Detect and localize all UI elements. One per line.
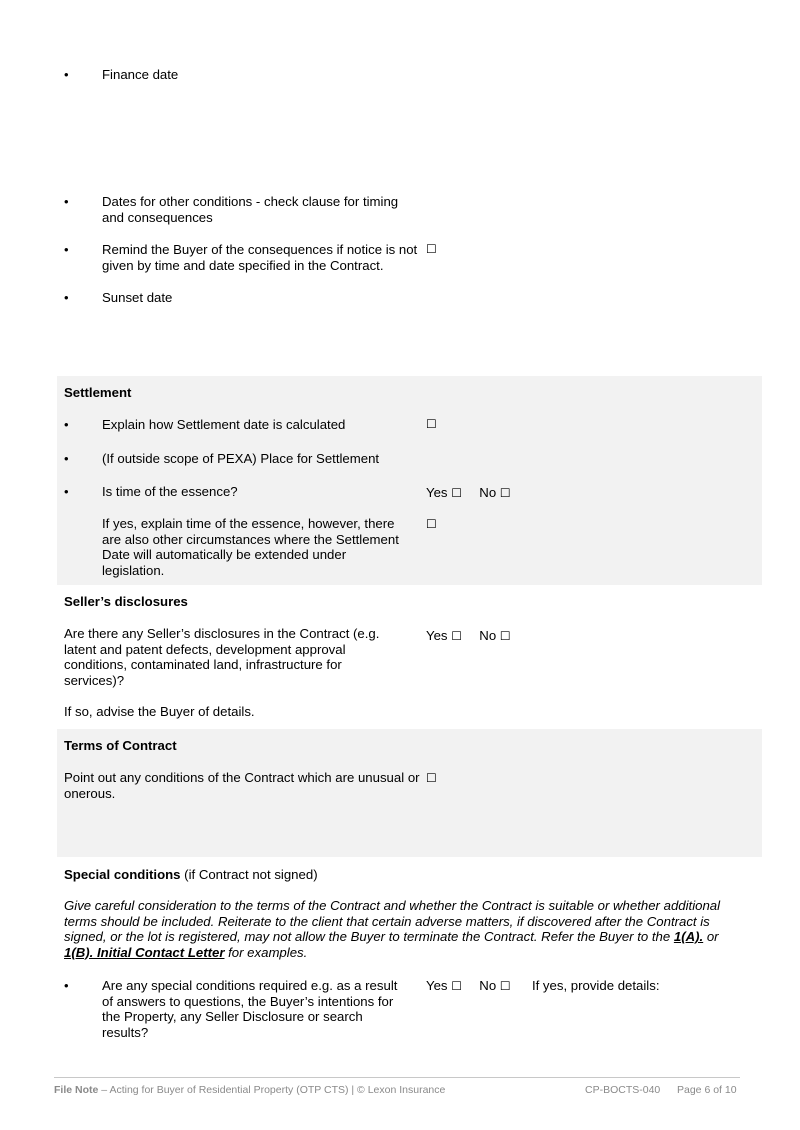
bullet: • xyxy=(64,290,69,305)
no-label: No xyxy=(479,978,497,993)
settlement-calculated-item: Explain how Settlement date is calculated xyxy=(102,417,346,432)
sellers-disclosures-heading: Seller’s disclosures xyxy=(64,594,188,609)
bullet: • xyxy=(64,978,69,993)
terms-of-contract-item: Point out any conditions of the Contract which are unusual or onerous. xyxy=(64,770,420,801)
if-yes-details-label: If yes, provide details: xyxy=(531,978,660,993)
special-conditions-heading-bold: Special conditions xyxy=(64,867,181,882)
footer-left xyxy=(54,1083,445,1099)
terms-of-contract-checkbox[interactable]: ☐ xyxy=(426,771,437,785)
bullet: • xyxy=(64,417,69,432)
yes-checkbox[interactable]: ☐ xyxy=(451,979,462,993)
initial-contact-letter-1b-link[interactable]: 1(B). Initial Contact Letter xyxy=(64,944,225,960)
sellers-disclosures-yes-no xyxy=(426,628,511,645)
bullet: • xyxy=(64,67,69,82)
no-label: No xyxy=(479,628,497,643)
yes-checkbox[interactable]: ☐ xyxy=(451,486,462,500)
finance-date-item: Finance date xyxy=(102,67,179,82)
footer-file-note: File Note xyxy=(54,1084,99,1096)
footer-divider xyxy=(54,1077,740,1078)
guidance-end: for examples. xyxy=(224,944,308,960)
no-checkbox[interactable]: ☐ xyxy=(499,486,511,500)
initial-contact-letter-1a-link[interactable]: 1(A). xyxy=(673,929,704,945)
special-conditions-heading-rest: (if Contract not signed) xyxy=(180,867,318,882)
bullet: • xyxy=(64,242,69,257)
time-of-essence-followup-checkbox[interactable]: ☐ xyxy=(426,517,437,531)
remind-buyer-item: Remind the Buyer of the consequences if notice is not given by time and date specified in the Contract. xyxy=(102,242,418,273)
other-conditions-item: Dates for other conditions - check clause for timing and consequences xyxy=(102,194,399,225)
special-conditions-guidance xyxy=(64,898,740,960)
guidance-text: Give careful consideration to the terms of the Contract and whether the Contract is suitable or whether additional terms should be included. Reiterate to the client that certain adverse matters, if discovered after the Contract is signed, or the lot is registered, may not allow the Buyer to terminate the Contract. Refer the Buyer to the xyxy=(64,898,721,945)
yes-checkbox[interactable]: ☐ xyxy=(451,629,462,643)
time-of-essence-followup: If yes, explain time of the essence, however, there are also other circumstances where the Settlement Date will automatically be extended under legislation. xyxy=(102,516,399,578)
footer-page-number: Page 6 of 10 xyxy=(677,1084,737,1096)
bullet: • xyxy=(64,451,69,466)
guidance-or: or xyxy=(703,929,719,945)
time-of-essence-item: Is time of the essence? xyxy=(102,484,238,499)
sunset-date-item: Sunset date xyxy=(102,290,173,305)
bullet: • xyxy=(64,484,69,499)
special-conditions-item: Are any special conditions required e.g. as a result of answers to questions, the Buyer’s intentions for the Property, any Seller Disclosure or search results? xyxy=(102,978,398,1040)
yes-label: Yes xyxy=(426,628,448,643)
special-conditions-yes-no xyxy=(426,978,659,995)
time-of-essence-yes-no xyxy=(426,485,511,502)
no-label: No xyxy=(479,485,497,500)
settlement-heading: Settlement xyxy=(64,385,132,400)
settlement-place-item: (If outside scope of PEXA) Place for Settlement xyxy=(102,451,380,466)
footer-document-code: CP-BOCTS-040 xyxy=(585,1084,661,1096)
no-checkbox[interactable]: ☐ xyxy=(499,629,511,643)
sellers-disclosures-question: Are there any Seller’s disclosures in the Contract (e.g. latent and patent defects, development approval conditions, contaminated land, infrastructure for services)? xyxy=(64,626,380,688)
bullet: • xyxy=(64,194,69,209)
settlement-calculated-checkbox[interactable]: ☐ xyxy=(426,417,437,431)
no-checkbox[interactable]: ☐ xyxy=(499,979,511,993)
remind-buyer-checkbox[interactable]: ☐ xyxy=(426,242,437,256)
yes-label: Yes xyxy=(426,485,448,500)
sellers-disclosures-advise: If so, advise the Buyer of details. xyxy=(64,704,255,719)
special-conditions-heading xyxy=(64,867,318,883)
terms-of-contract-heading: Terms of Contract xyxy=(64,738,177,753)
yes-label: Yes xyxy=(426,978,448,993)
footer-description: – Acting for Buyer of Residential Property (OTP CTS) | © Lexon Insurance xyxy=(98,1084,446,1096)
